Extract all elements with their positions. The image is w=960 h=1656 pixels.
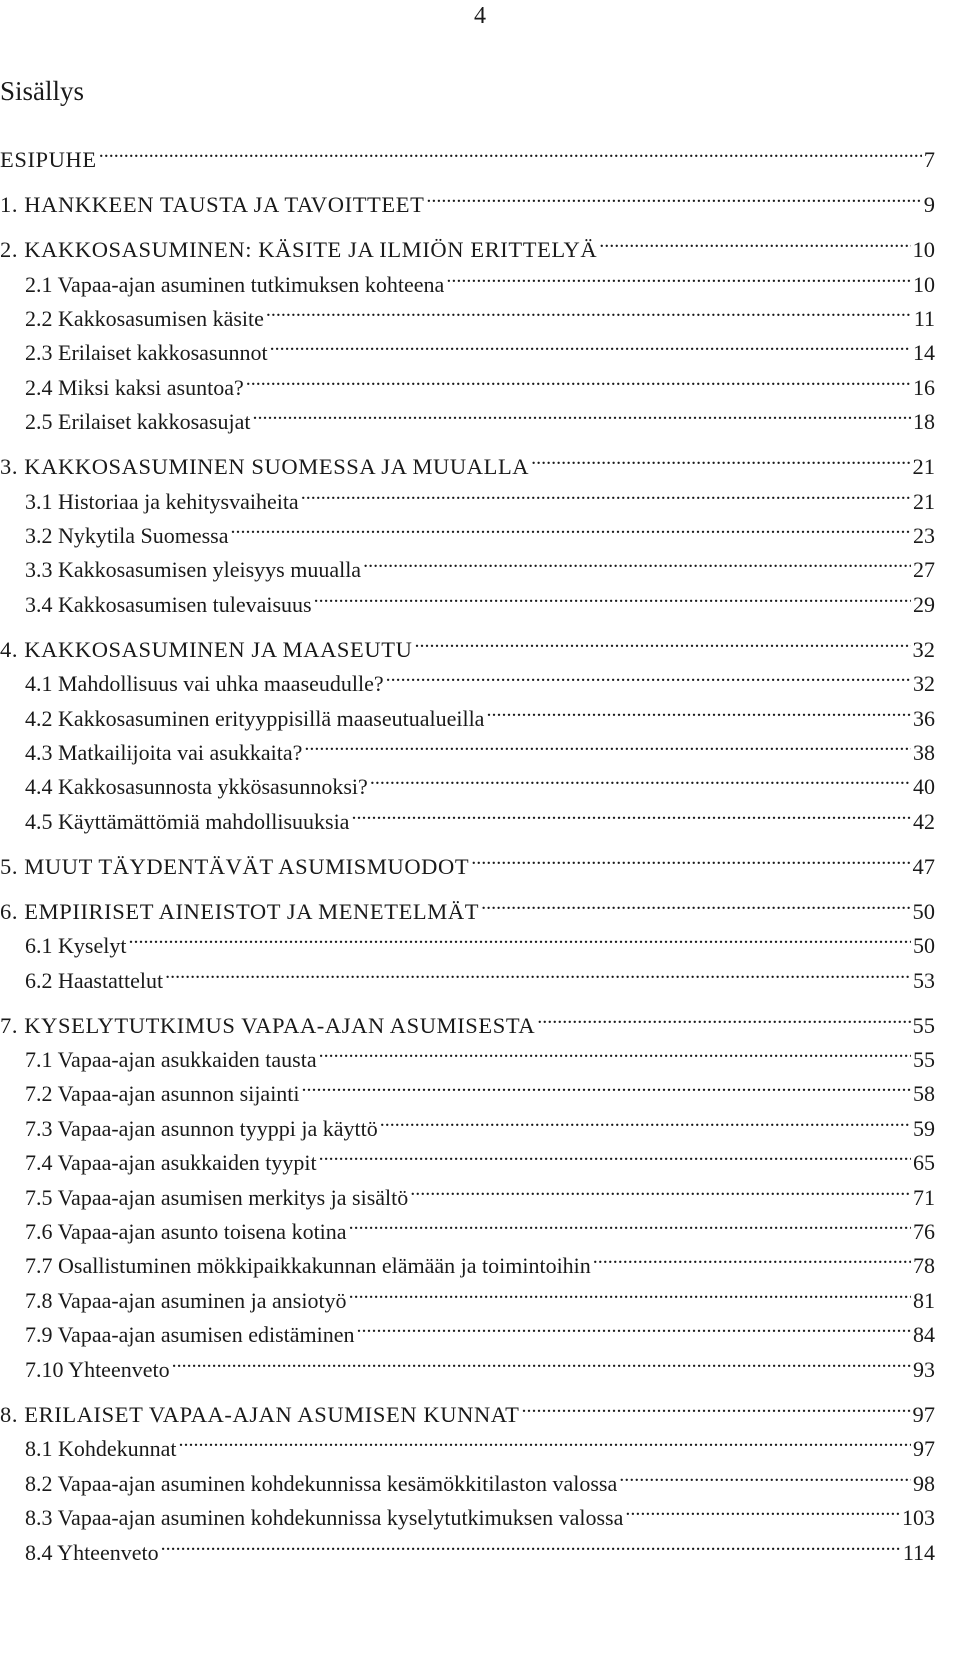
toc-entry-title: 8.1 Kohdekunnat <box>25 1436 177 1461</box>
toc-entry-page: 59 <box>913 1116 935 1141</box>
toc-dot-leader <box>481 891 910 919</box>
toc-entry-title: 6. EMPIIRISET AINEISTOT JA MENETELMÄT <box>0 899 480 924</box>
toc-entry-title: 2.2 Kakkosasumisen käsite <box>25 306 264 331</box>
toc-entry <box>0 1497 935 1532</box>
toc-entry <box>0 229 935 264</box>
toc-entry-title: 2.1 Vapaa-ajan asuminen tutkimuksen kohteena <box>25 272 445 297</box>
toc-entry <box>0 629 935 664</box>
toc-entry-page: 11 <box>913 306 935 331</box>
toc-entry-title: 8.3 Vapaa-ajan asuminen kohdekunnissa kyselytutkimuksen valossa <box>25 1505 624 1530</box>
toc-entry <box>0 925 935 960</box>
toc-entry-page: 42 <box>913 809 935 834</box>
toc-dot-leader <box>599 229 910 257</box>
toc-dot-leader <box>179 1428 911 1456</box>
toc-dot-leader <box>619 1463 911 1491</box>
toc-entry-page: 40 <box>913 774 935 799</box>
toc-entry-page: 50 <box>912 899 935 924</box>
toc-dot-leader <box>414 629 910 657</box>
toc-dot-leader <box>319 1142 911 1170</box>
toc-entry-page: 93 <box>913 1357 935 1382</box>
toc-entry <box>0 139 935 174</box>
toc-entry <box>0 846 935 881</box>
toc-entry-title: 3.1 Historiaa ja kehitysvaiheita <box>25 489 299 514</box>
toc-entry <box>0 401 935 436</box>
toc-entry-title: 8.2 Vapaa-ajan asuminen kohdekunnissa kesämökkitilaston valossa <box>25 1471 618 1496</box>
toc-entry-page: 114 <box>902 1540 935 1565</box>
toc-entry-title: 7.2 Vapaa-ajan asunnon sijainti <box>25 1081 300 1106</box>
toc-entry <box>0 1142 935 1177</box>
toc-entry-title: 7.4 Vapaa-ajan asukkaiden tyypit <box>25 1150 317 1175</box>
toc-dot-leader <box>246 367 911 395</box>
toc-entry-page: 55 <box>913 1047 935 1072</box>
toc-entry-page: 21 <box>913 489 935 514</box>
toc-entry <box>0 1005 935 1040</box>
toc-entry-title: 7.8 Vapaa-ajan asuminen ja ansiotyö <box>25 1288 347 1313</box>
toc-entry <box>0 264 935 299</box>
toc-dot-leader <box>593 1245 911 1273</box>
toc-entry-title: 5. MUUT TÄYDENTÄVÄT ASUMISMUODOT <box>0 854 470 879</box>
toc-entry-title: 7.6 Vapaa-ajan asunto toisena kotina <box>25 1219 347 1244</box>
toc-entry-page: 97 <box>912 1402 935 1427</box>
toc-entry <box>0 515 935 550</box>
toc-entry-page: 10 <box>912 237 935 262</box>
toc-entry-page: 16 <box>913 375 935 400</box>
toc-dot-leader <box>231 515 912 543</box>
toc-entry-title: 4.2 Kakkosasuminen erityyppisillä maaseutualueilla <box>25 706 485 731</box>
toc-dot-leader <box>357 1314 912 1342</box>
toc-entry <box>0 960 935 995</box>
toc-entry <box>0 1245 935 1280</box>
toc-entry-title: 2.5 Erilaiset kakkosasujat <box>25 409 251 434</box>
toc-entry <box>0 1039 935 1074</box>
toc-entry <box>0 1211 935 1246</box>
toc-entry <box>0 1108 935 1143</box>
toc-entry <box>0 698 935 733</box>
toc-entry-page: 36 <box>913 706 935 731</box>
toc-dot-leader <box>471 846 910 874</box>
toc-entry <box>0 1349 935 1384</box>
toc-entry-page: 23 <box>913 523 935 548</box>
toc-entry-page: 9 <box>923 192 935 217</box>
toc-entry <box>0 801 935 836</box>
toc-entry <box>0 367 935 402</box>
toc-entry-page: 29 <box>913 592 935 617</box>
toc-dot-leader <box>349 1211 911 1239</box>
toc-entry-page: 55 <box>912 1013 935 1038</box>
toc-entry <box>0 549 935 584</box>
toc-entry-title: 8.4 Yhteenveto <box>25 1540 159 1565</box>
toc-dot-leader <box>486 698 911 726</box>
toc-entry <box>0 1314 935 1349</box>
toc-dot-leader <box>386 663 911 691</box>
toc-entry-title: 6.1 Kyselyt <box>25 933 127 958</box>
toc-entry <box>0 891 935 926</box>
toc-entry-page: 14 <box>913 340 935 365</box>
toc-entry-page: 58 <box>913 1081 935 1106</box>
toc-entry-page: 81 <box>913 1288 935 1313</box>
toc-entry <box>0 481 935 516</box>
toc-entry-title: 7. KYSELYTUTKIMUS VAPAA-AJAN ASUMISESTA <box>0 1013 536 1038</box>
toc-dot-leader <box>370 766 911 794</box>
toc-dot-leader <box>172 1349 911 1377</box>
toc-entry-title: 4.1 Mahdollisuus vai uhka maaseudulle? <box>25 671 384 696</box>
toc-dot-leader <box>349 1280 911 1308</box>
toc-entry-title: 7.9 Vapaa-ajan asumisen edistäminen <box>25 1322 355 1347</box>
toc-entry-page: 38 <box>913 740 935 765</box>
toc-dot-leader <box>302 1073 911 1101</box>
toc-dot-leader <box>128 925 911 953</box>
toc-entry-title: 3. KAKKOSASUMINEN SUOMESSA JA MUUALLA <box>0 454 530 479</box>
toc-entry-page: 84 <box>913 1322 935 1347</box>
toc-entry-title: 7.3 Vapaa-ajan asunnon tyyppi ja käyttö <box>25 1116 378 1141</box>
toc-dot-leader <box>363 549 911 577</box>
toc-entry-title: 2. KAKKOSASUMINEN: KÄSITE JA ILMIÖN ERITTELYÄ <box>0 237 598 262</box>
toc-dot-leader <box>301 481 911 509</box>
toc-dot-leader <box>625 1497 900 1525</box>
toc-entry-title: 3.3 Kakkosasumisen yleisyys muualla <box>25 557 362 582</box>
toc-dot-leader <box>351 801 911 829</box>
toc-dot-leader <box>161 1532 901 1560</box>
toc-dot-leader <box>270 332 911 360</box>
toc-dot-leader <box>314 584 911 612</box>
toc-entry-page: 21 <box>912 454 935 479</box>
toc-entry-page: 98 <box>913 1471 935 1496</box>
toc-entry-page: 32 <box>913 671 935 696</box>
toc-entry <box>0 663 935 698</box>
toc-entry-title: 3.4 Kakkosasumisen tulevaisuus <box>25 592 312 617</box>
toc-entry <box>0 332 935 367</box>
toc-entry-page: 76 <box>913 1219 935 1244</box>
toc-dot-leader <box>410 1177 911 1205</box>
toc-entry-page: 53 <box>913 968 935 993</box>
toc-dot-leader <box>380 1108 911 1136</box>
toc-entry-page: 50 <box>913 933 935 958</box>
toc-dot-leader <box>319 1039 911 1067</box>
toc-entry-page: 18 <box>913 409 935 434</box>
toc-entry-page: 27 <box>913 557 935 582</box>
toc-entry <box>0 1428 935 1463</box>
toc-entry-title: 7.10 Yhteenveto <box>25 1357 170 1382</box>
toc-dot-leader <box>304 732 911 760</box>
toc-dot-leader <box>522 1394 911 1422</box>
toc-dot-leader <box>446 264 911 292</box>
toc-entry-page: 97 <box>913 1436 935 1461</box>
toc-entry-title: 6.2 Haastattelut <box>25 968 164 993</box>
toc-dot-leader <box>165 960 911 988</box>
toc-entry-title: 4.4 Kakkosasunnosta ykkösasunnoksi? <box>25 774 368 799</box>
toc-entry-title: 4. KAKKOSASUMINEN JA MAASEUTU <box>0 637 413 662</box>
toc-entry <box>0 1463 935 1498</box>
toc-entry <box>0 446 935 481</box>
toc-entry-title: 3.2 Nykytila Suomessa <box>25 523 229 548</box>
toc-entry-page: 71 <box>913 1185 935 1210</box>
toc-entry <box>0 1073 935 1108</box>
toc-entry-page: 78 <box>913 1253 935 1278</box>
toc-entry-page: 10 <box>913 272 935 297</box>
toc-entry <box>0 298 935 333</box>
toc-entry-title: 2.3 Erilaiset kakkosasunnot <box>25 340 268 365</box>
toc-entry-page: 32 <box>912 637 935 662</box>
toc-entry <box>0 732 935 767</box>
toc-entry-page: 47 <box>912 854 935 879</box>
toc-entry-title: 7.1 Vapaa-ajan asukkaiden tausta <box>25 1047 317 1072</box>
toc-entry <box>0 1394 935 1429</box>
toc-entry-page: 65 <box>913 1150 935 1175</box>
toc-entry <box>0 766 935 801</box>
toc-dot-leader <box>426 184 921 212</box>
toc-entry <box>0 184 935 219</box>
toc-entry-title: 1. HANKKEEN TAUSTA JA TAVOITTEET <box>0 192 425 217</box>
toc-entry <box>0 584 935 619</box>
toc-heading: Sisällys <box>0 76 85 106</box>
toc-dot-leader <box>266 298 912 326</box>
toc-dot-leader <box>252 401 911 429</box>
toc-entry-title: 8. ERILAISET VAPAA-AJAN ASUMISEN KUNNAT <box>0 1402 520 1427</box>
toc-entry-page: 7 <box>923 147 935 172</box>
toc-entry <box>0 1532 935 1567</box>
toc-entry-page: 103 <box>902 1505 935 1530</box>
page-number: 4 <box>474 3 486 29</box>
toc-dot-leader <box>531 446 910 474</box>
toc-entry-title: 4.5 Käyttämättömiä mahdollisuuksia <box>25 809 350 834</box>
toc-entry <box>0 1177 935 1212</box>
toc-entry <box>0 1280 935 1315</box>
toc-entry-title: 2.4 Miksi kaksi asuntoa? <box>25 375 244 400</box>
toc-entry-title: 4.3 Matkailijoita vai asukkaita? <box>25 740 303 765</box>
toc-entry-title: 7.7 Osallistuminen mökkipaikkakunnan elämään ja toimintoihin <box>25 1253 591 1278</box>
toc-dot-leader <box>99 139 922 167</box>
toc-entry-title: ESIPUHE <box>0 147 97 172</box>
toc-entry-title: 7.5 Vapaa-ajan asumisen merkitys ja sisältö <box>25 1185 409 1210</box>
toc-dot-leader <box>537 1005 910 1033</box>
